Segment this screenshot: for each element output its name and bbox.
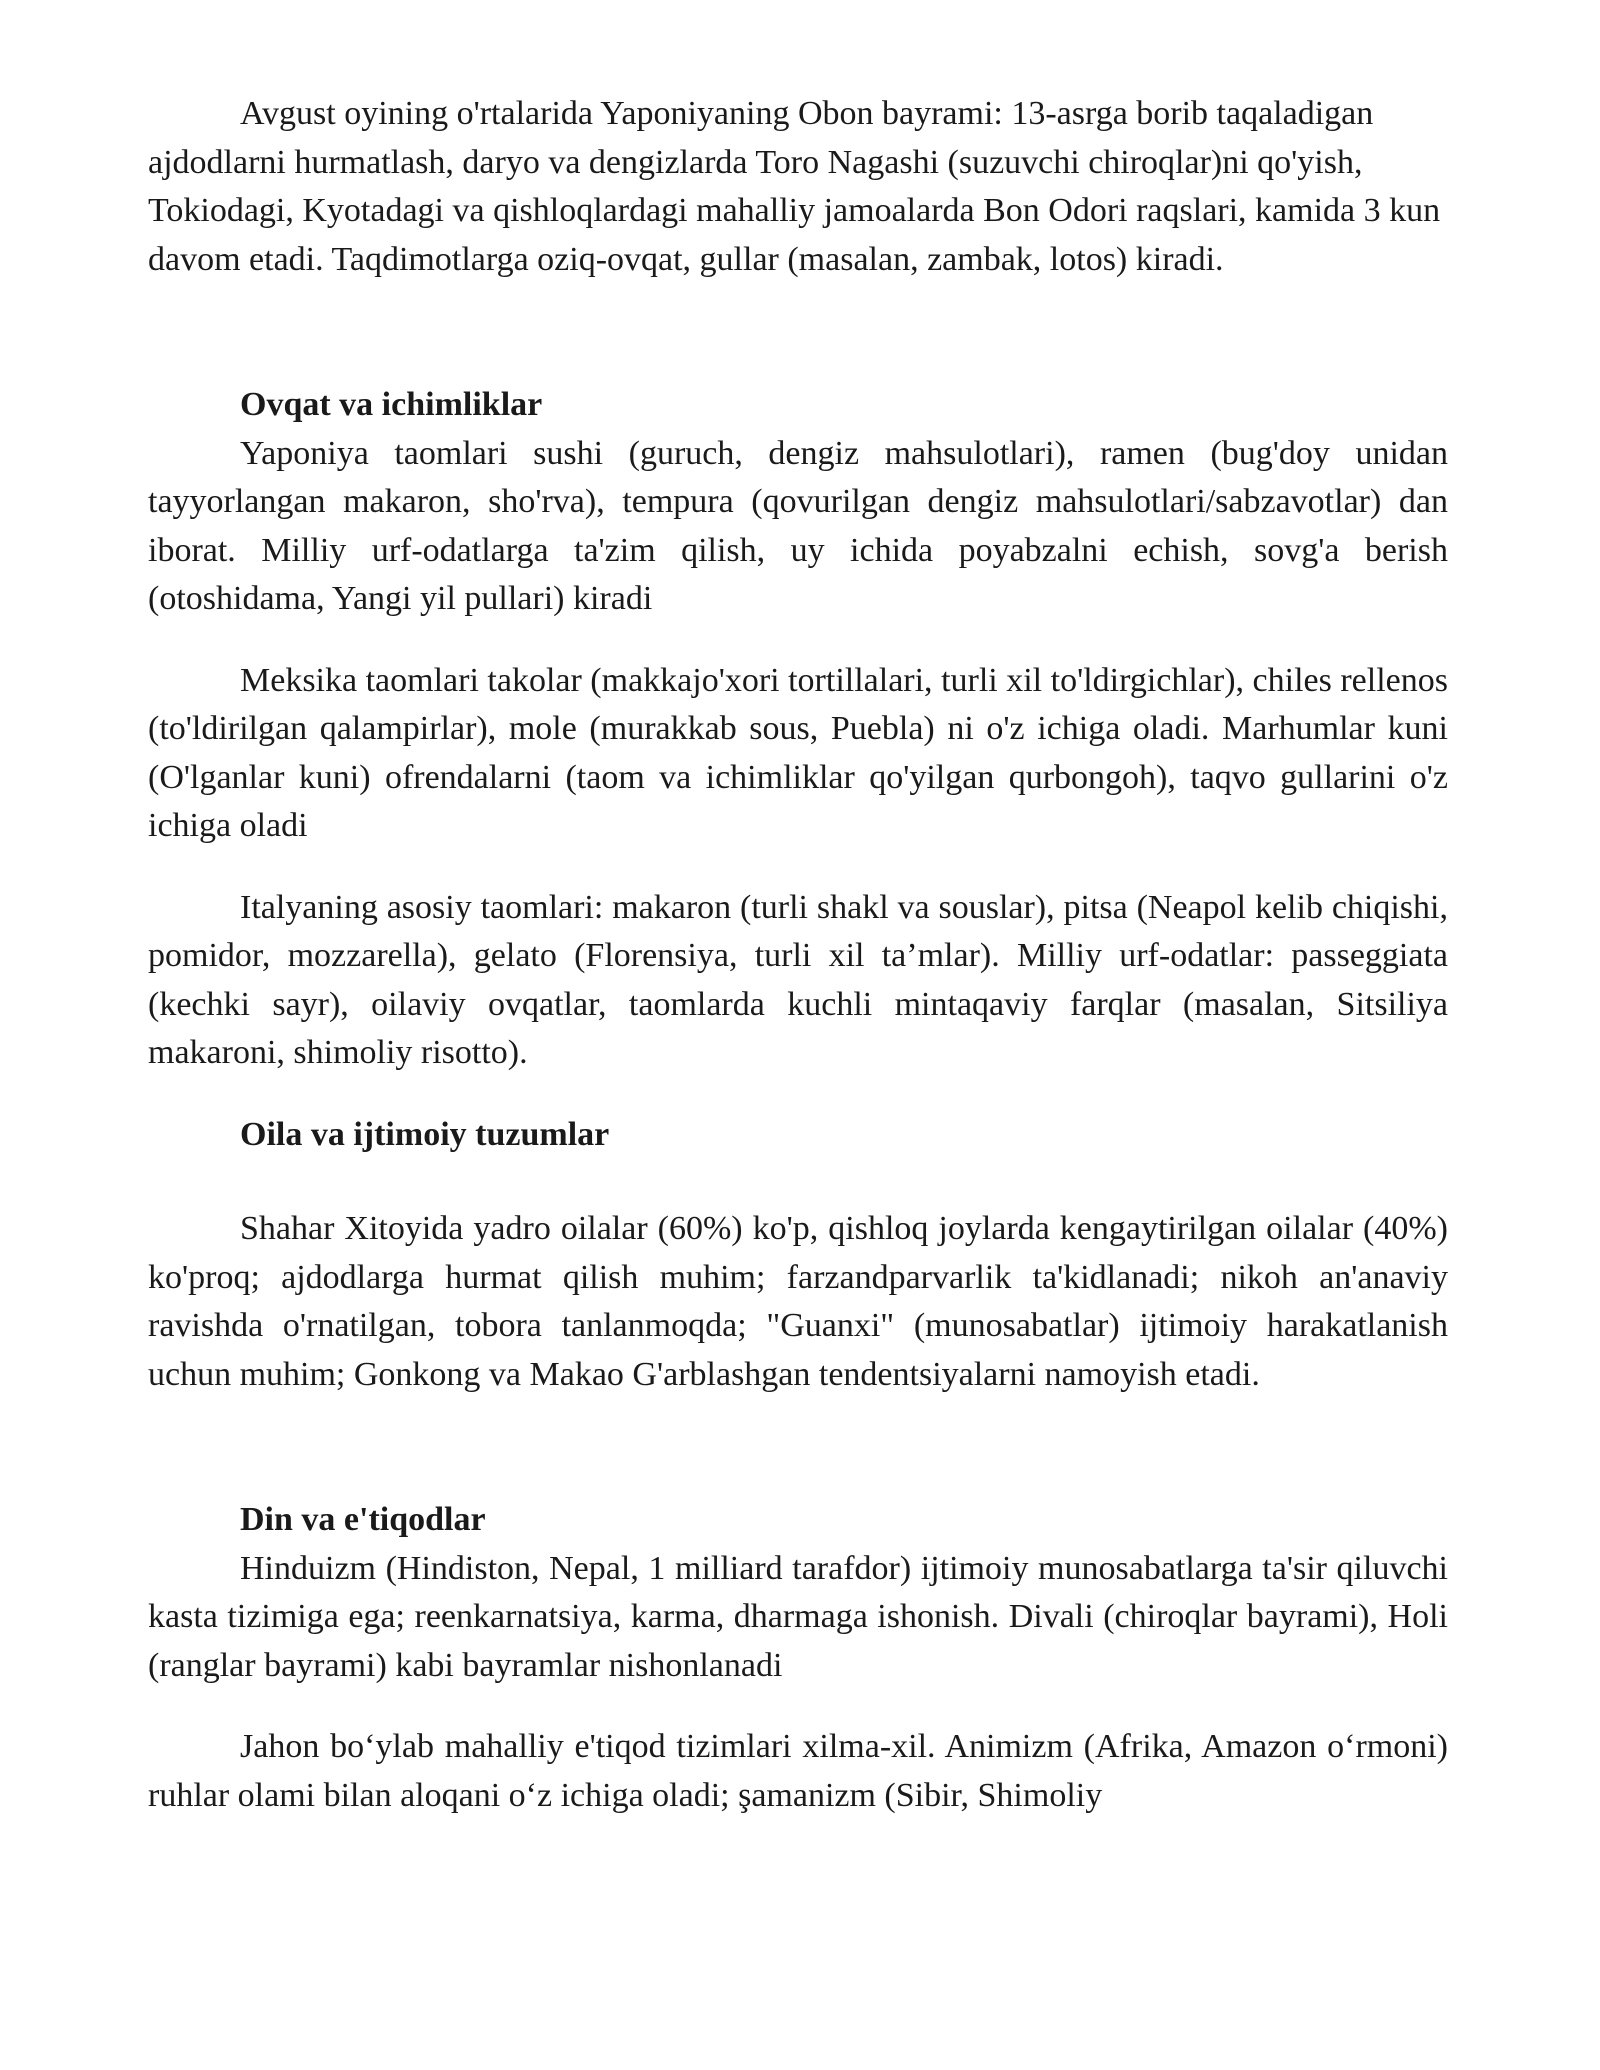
- paragraph-local-beliefs: Jahon bo‘ylab mahalliy e'tiqod tizimlari xilma-xil. Animizm (Afrika, Amazon o‘rmoni) ruhlar olami bilan aloqani o‘z ichiga oladi; şamanizm (Sibir, Shimoliy: [148, 1728, 1448, 1814]
- heading-family: Oila va ijtimoiy tuzumlar: [240, 1115, 610, 1153]
- document-page: [148, 90, 1448, 1820]
- paragraph-obon: Avgust oyining o'rtalarida Yaponiyaning Obon bayrami: 13-asrga borib taqaladigan ajdodlarni hurmatlash, daryo va dengizlarda Toro Nagashi (suzuvchi chiroqlar)ni qo'yish, Tokiodagi, Kyotadagi va qishloqlardagi mahalliy jamoalarda Bon Odori raqslari, kamida 3 kun davom etadi. Taqdimotlarga oziq-ovqat, gullar (masalan, zambak, lotos) kiradi.: [148, 95, 1441, 278]
- heading-food: Ovqat va ichimliklar: [240, 386, 543, 423]
- paragraph-hinduism: Hinduizm (Hindiston, Nepal, 1 milliard tarafdor) ijtimoiy munosabatlarga ta'sir qiluvchi kasta tizimiga ega; reenkarnatsiya, karma, dharmaga ishonish. Divali (chiroqlar bayrami), Holi (ranglar bayrami) kabi bayramlar nishonlanadi: [148, 1549, 1448, 1684]
- paragraph-china-family: Shahar Xitoyida yadro oilalar (60%) ko'p, qishloq joylarda kengaytirilgan oilalar (40%) ko'proq; ajdodlarga hurmat qilish muhim; farzandparvarlik ta'kidlanadi; nikoh an'anaviy ravishda o'rnatilgan, tobora tanlanmoqda; "Guanxi" (munosabatlar) ijtimoiy harakatlanish uchun muhim; Gonkong va Makao G'arblashgan tendentsiyalarni namoyish etadi.: [148, 1210, 1448, 1393]
- paragraph-mexico-food: Meksika taomlari takolar (makkajo'xori tortillalari, turli xil to'ldirgichlar), chiles rellenos (to'ldirilgan qalampirlar), mole (murakkab sous, Puebla) ni o'z ichiga oladi. Marhumlar kuni (O'lganlar kuni) ofrendalarni (taom va ichimliklar qo'yilgan qurbongoh), taqvo gullarini o'z ichiga oladi: [148, 661, 1448, 844]
- heading-religion: Din va e'tiqodlar: [240, 1501, 486, 1538]
- paragraph-japan-food: Yaponiya taomlari sushi (guruch, dengiz mahsulotlari), ramen (bug'doy unidan tayyorlangan makaron, sho'rva), tempura (qovurilgan dengiz mahsulotlari/sabzavotlar) dan iborat. Milliy urf-odatlarga ta'zim qilish, uy ichida poyabzalni echish, sovg'a berish (otoshidama, Yangi yil pullari) kiradi: [148, 434, 1448, 617]
- paragraph-italy-food: Italyaning asosiy taomlari: makaron (turli shakl va souslar), pitsa (Neapol kelib chiqishi, pomidor, mozzarella), gelato (Florensiya, turli xil ta’mlar). Milliy urf-odatlar: passeggiata (kechki sayr), oilaviy ovqatlar, taomlarda kuchli mintaqaviy farqlar (masalan, Sitsiliya makaroni, shimoliy risotto).: [148, 888, 1448, 1071]
